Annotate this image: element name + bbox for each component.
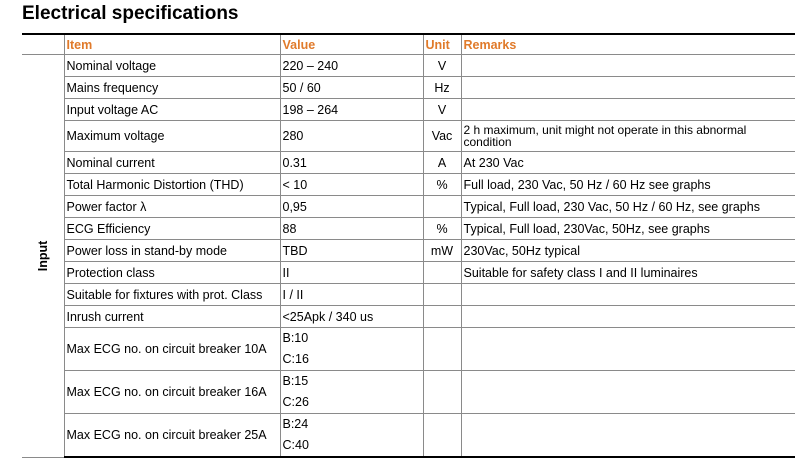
item-cell: Max ECG no. on circuit breaker 16A	[64, 371, 280, 414]
unit-cell: mW	[423, 240, 461, 262]
table-row	[22, 371, 795, 414]
unit-cell: Vac	[423, 121, 461, 152]
unit-cell	[423, 262, 461, 284]
table-row	[22, 196, 795, 218]
remarks-cell: Typical, Full load, 230Vac, 50Hz, see graphs	[461, 218, 795, 240]
remarks-cell	[461, 284, 795, 306]
item-cell: ECG Efficiency	[64, 218, 280, 240]
item-cell: Max ECG no. on circuit breaker 25A	[64, 414, 280, 458]
unit-cell	[423, 328, 461, 371]
value-cell: TBD	[280, 240, 423, 262]
item-cell: Nominal current	[64, 152, 280, 174]
table-row	[22, 218, 795, 240]
table-row	[22, 152, 795, 174]
item-cell: Total Harmonic Distortion (THD)	[64, 174, 280, 196]
item-cell: Suitable for fixtures with prot. Class	[64, 284, 280, 306]
item-cell: Input voltage AC	[64, 99, 280, 121]
table-row	[22, 328, 795, 371]
remarks-cell	[461, 371, 795, 414]
value-cell: 220 – 240	[280, 55, 423, 77]
unit-cell: A	[423, 152, 461, 174]
value-cell: 88	[280, 218, 423, 240]
table-row	[22, 174, 795, 196]
table-row	[22, 306, 795, 328]
unit-cell: %	[423, 218, 461, 240]
table-row	[22, 414, 795, 458]
value-cell: II	[280, 262, 423, 284]
value-cell: <25Apk / 340 us	[280, 306, 423, 328]
remarks-cell	[461, 77, 795, 99]
item-cell: Protection class	[64, 262, 280, 284]
breaker-b-value: B:10	[282, 331, 309, 345]
value-cell: 50 / 60	[280, 77, 423, 99]
table-header-row	[22, 34, 795, 55]
unit-cell	[423, 371, 461, 414]
header-remarks: Remarks	[461, 34, 795, 55]
unit-cell	[423, 196, 461, 218]
remarks-cell: Full load, 230 Vac, 50 Hz / 60 Hz see graphs	[461, 174, 795, 196]
unit-cell	[423, 306, 461, 328]
value-cell	[280, 328, 423, 371]
header-value: Value	[280, 34, 423, 55]
remarks-cell	[461, 414, 795, 458]
value-cell: < 10	[280, 174, 423, 196]
item-cell: Power loss in stand-by mode	[64, 240, 280, 262]
item-cell: Max ECG no. on circuit breaker 10A	[64, 328, 280, 371]
table-row	[22, 262, 795, 284]
item-cell: Maximum voltage	[64, 121, 280, 152]
table-row	[22, 284, 795, 306]
remarks-cell	[461, 55, 795, 77]
page-title: Electrical specifications	[22, 3, 239, 24]
section-label-cell	[22, 55, 64, 458]
breaker-c-value: C:16	[282, 352, 309, 366]
table-row	[22, 121, 795, 152]
unit-cell	[423, 414, 461, 458]
unit-cell: Hz	[423, 77, 461, 99]
value-cell: 280	[280, 121, 423, 152]
remarks-cell	[461, 306, 795, 328]
table-row	[22, 77, 795, 99]
remarks-cell: 2 h maximum, unit might not operate in this abnormal condition	[461, 121, 795, 152]
remarks-cell: Suitable for safety class I and II luminaires	[461, 262, 795, 284]
remarks-cell: Typical, Full load, 230 Vac, 50 Hz / 60 Hz, see graphs	[461, 196, 795, 218]
table-row	[22, 240, 795, 262]
unit-cell: %	[423, 174, 461, 196]
item-cell: Power factor λ	[64, 196, 280, 218]
value-cell	[280, 414, 423, 458]
breaker-b-value: B:15	[282, 374, 309, 388]
breaker-c-value: C:40	[282, 438, 309, 452]
unit-cell	[423, 284, 461, 306]
item-cell: Nominal voltage	[64, 55, 280, 77]
unit-cell: V	[423, 99, 461, 121]
value-cell	[280, 371, 423, 414]
table-row	[22, 99, 795, 121]
breaker-b-value: B:24	[282, 417, 309, 431]
breaker-c-value: C:26	[282, 395, 309, 409]
item-cell: Mains frequency	[64, 77, 280, 99]
value-cell: 0.31	[280, 152, 423, 174]
unit-cell: V	[423, 55, 461, 77]
table-row	[22, 55, 795, 77]
item-cell: Inrush current	[64, 306, 280, 328]
section-label-input: Input	[35, 240, 50, 272]
remarks-cell	[461, 328, 795, 371]
header-item: Item	[64, 34, 280, 55]
value-cell: 0,95	[280, 196, 423, 218]
electrical-spec-table	[22, 33, 795, 458]
value-cell: I / II	[280, 284, 423, 306]
header-blank	[22, 34, 64, 55]
remarks-cell: At 230 Vac	[461, 152, 795, 174]
header-unit: Unit	[423, 34, 461, 55]
remarks-cell	[461, 99, 795, 121]
value-cell: 198 – 264	[280, 99, 423, 121]
remarks-cell: 230Vac, 50Hz typical	[461, 240, 795, 262]
